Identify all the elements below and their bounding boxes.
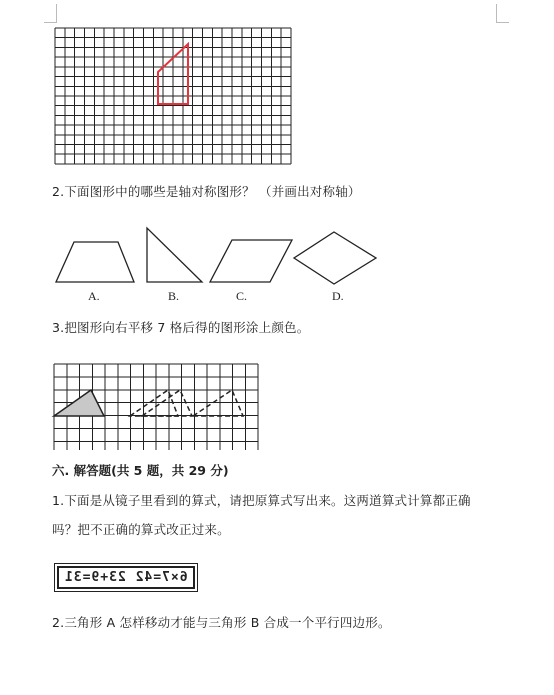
option-c-label: C. [236,289,248,303]
option-b-label: B. [168,289,180,303]
question-2-text: 2.下面图形中的哪些是轴对称图形？ （并画出对称轴） [52,184,361,199]
mirrored-equations-box [57,566,195,589]
option-d-label: D. [332,289,344,303]
section-6-question-1-line-1: 1.下面是从镜子里看到的算式，请把原算式写出来。这两道算式计算都正确 [52,493,471,508]
grid-figure-translation [0,355,554,450]
grid-lines [55,28,291,164]
grid-figure-top [0,0,554,180]
parallelogram-shape-c [210,240,292,282]
question-3-text: 3.把图形向右平移 7 格后得的图形涂上颜色。 [52,320,310,335]
right-triangle-shape-b [147,228,202,282]
section-6-question-1-line-2: 吗？把不正确的算式改正过来。 [52,522,230,537]
section-6-question-2-text: 2.三角形 A 怎样移动才能与三角形 B 合成一个平行四边形。 [52,615,391,630]
rhombus-shape-d [294,232,376,284]
mirrored-equations-text: 6×7=42 23+9=31 [64,570,188,585]
option-a-label: A. [88,289,100,303]
section-6-title: 六. 解答题(共 5 题，共 29 分) [52,463,229,478]
shape-options [0,220,554,290]
trapezoid-shape-a [56,242,134,282]
